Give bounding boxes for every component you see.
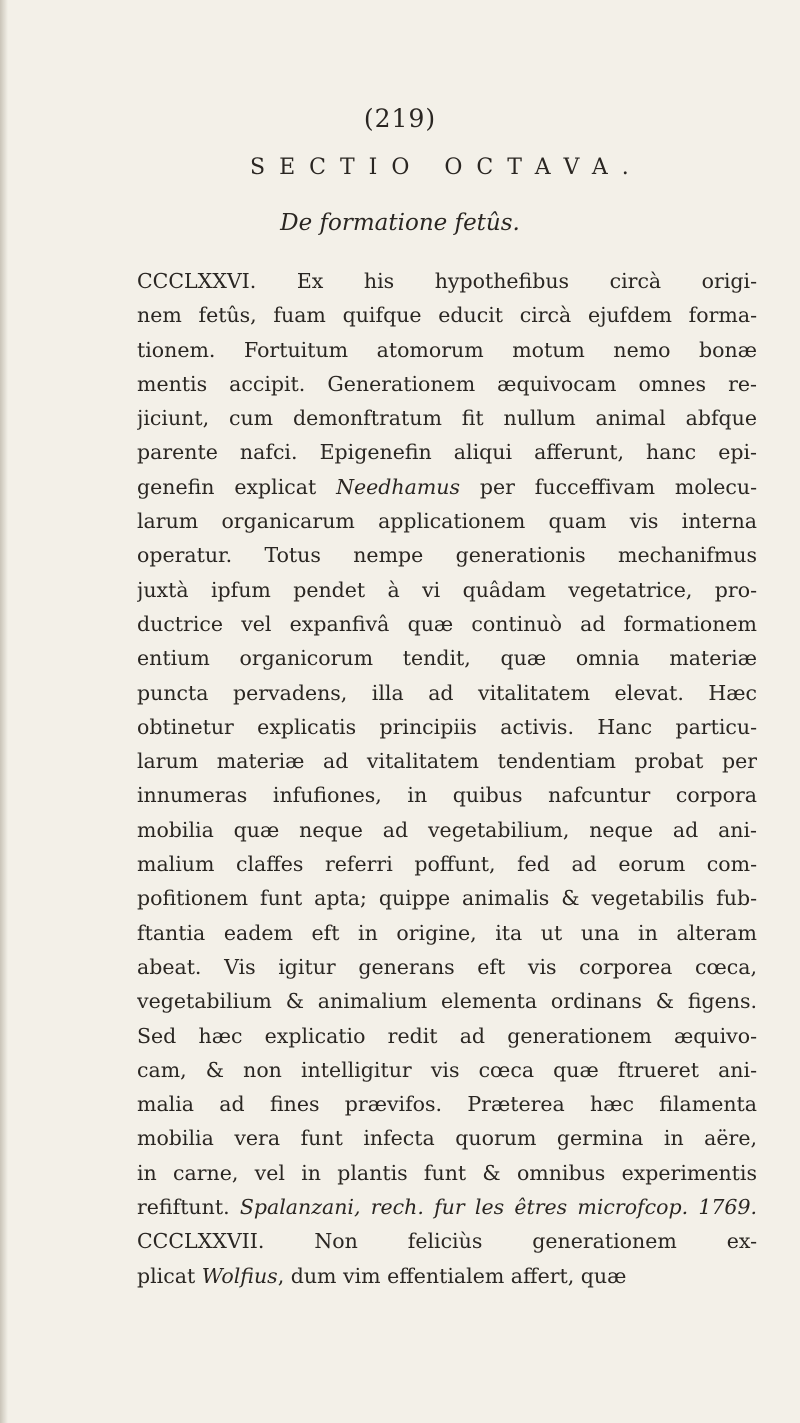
text-line [137,1019,757,1053]
text-segment: ftantia eadem eft in origine, ita ut una in alteram [137,920,757,945]
text-segment: obtinetur explicatis principiis activis. Hanc particu- [137,714,757,739]
italic-text: Spalanzani, rech. fur les êtres microfcop. 1769. [239,1195,757,1220]
text-line [137,950,757,984]
text-line [137,264,757,298]
text-line [137,710,757,744]
chapter-subtitle: De formatione fetûs. [280,210,520,236]
text-line [137,984,757,1018]
text-line [137,298,757,332]
text-line [137,641,757,675]
text-segment: vegetabilium & animalium elementa ordinans & figens. [137,989,757,1014]
section-title: SECTIO OCTAVA. [250,155,643,180]
text-segment: malia ad fines prævifos. Præterea hæc filamenta [137,1092,757,1117]
text-segment: plicat [137,1263,202,1288]
text-line [137,538,757,572]
text-line [137,778,757,812]
text-segment: ductrice vel expanfivâ quæ continuò ad formationem [137,611,757,636]
text-line [137,744,757,778]
text-line [137,916,757,950]
text-segment: per fucceffivam molecu- [460,474,757,499]
page-number: (219) [363,104,437,133]
text-line [137,813,757,847]
text-segment: genefin explicat [137,474,337,499]
text-line [137,401,757,435]
text-segment: innumeras infufiones, in quibus nafcuntur corpora [137,783,757,808]
text-segment: mobilia vera funt infecta quorum germina in aëre, [137,1126,757,1151]
text-segment: refiftunt. [137,1195,240,1220]
text-segment: pofitionem funt apta; quippe animalis & vegetabilis fub- [137,886,757,911]
text-line [137,607,757,641]
text-segment: in carne, vel in plantis funt & omnibus experimentis [137,1160,757,1185]
text-segment: CCCLXXVI. Ex his hypothefibus circà origi- [137,269,757,293]
italic-text: Wolfius [201,1263,278,1288]
text-segment: mobilia quæ neque ad vegetabilium, neque ad ani- [137,817,757,842]
text-segment: larum organicarum applicationem quam vis interna [137,509,757,534]
text-segment: puncta pervadens, illa ad vitalitatem elevat. Hæc [137,680,757,705]
text-line [137,1121,757,1155]
text-line [137,1259,757,1293]
text-segment: entium organicorum tendit, quæ omnia materiæ [137,646,757,671]
text-segment: parente nafci. Epigenefin aliqui afferunt, hanc epi- [137,440,757,465]
text-line [137,1224,757,1258]
text-segment: cam, & non intelligitur vis cœca quæ ftrueret ani- [137,1057,757,1082]
text-segment: jiciunt, cum demonftratum fit nullum animal abfque [137,406,757,431]
text-line [137,470,757,504]
text-segment: malium claffes referri poffunt, fed ad eorum com- [137,852,757,877]
body-text [137,264,757,1293]
text-line [137,504,757,538]
text-segment: juxtà ipfum pendet à vi quâdam vegetatrice, pro- [137,577,757,602]
text-line [137,573,757,607]
text-line [137,367,757,401]
text-line [137,1053,757,1087]
text-segment: Sed hæc explicatio redit ad generationem æquivo- [137,1023,757,1048]
text-segment: larum materiæ ad vitalitatem tendentiam probat per [137,749,757,774]
text-segment: CCCLXXVII. Non feliciùs generationem ex- [137,1229,757,1254]
text-line [137,676,757,710]
text-line [137,1156,757,1190]
text-segment: tionem. Fortuitum atomorum motum nemo bonæ [137,337,757,362]
italic-text: Needhamus [336,474,460,499]
text-segment: nem fetûs, fuam quifque educit circà ejufdem forma- [137,303,757,328]
text-segment: , dum vim effentialem affert, quæ [277,1263,627,1288]
text-line [137,435,757,469]
text-segment: operatur. Totus nempe generationis mechanifmus [137,543,757,568]
text-line [137,333,757,367]
text-line [137,881,757,915]
text-line [137,1087,757,1121]
text-segment: abeat. Vis igitur generans eft vis corporea cœca, [137,954,757,979]
text-line [137,1190,757,1224]
text-segment: mentis accipit. Generationem æquivocam omnes re- [137,371,757,396]
text-line [137,847,757,881]
